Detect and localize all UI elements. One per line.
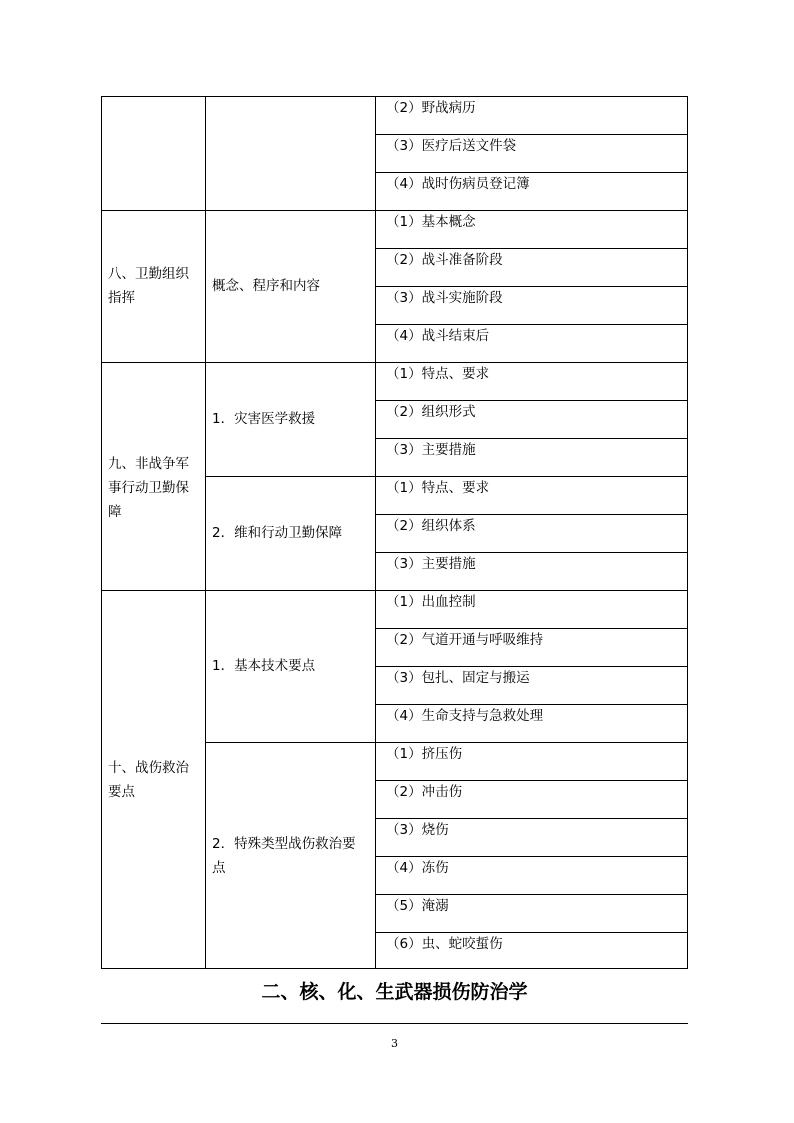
item-cell: （1）出血控制 [386,594,476,610]
item-cell: （1）挤压伤 [386,746,463,762]
item-cell: （6）虫、蛇咬蜇伤 [386,936,503,952]
item-cell: （2）组织体系 [386,518,476,534]
item-cell: （3）战斗实施阶段 [386,290,503,306]
item-cell: （3）包扎、固定与搬运 [386,670,530,686]
item-cell: （3）主要措施 [386,442,476,458]
item-cell: （3）烧伤 [386,822,449,838]
item-cell: （2）战斗准备阶段 [386,252,503,268]
section-cell: 九、非战争军事行动卫勤保障 [108,456,189,520]
topic-cell: 概念、程序和内容 [212,278,320,294]
footer-divider [101,1023,688,1024]
section-cell: 八、卫勤组织指挥 [108,266,189,306]
item-cell: （2）冲击伤 [386,784,463,800]
topic-cell: 2．特殊类型战伤救治要点 [212,836,356,876]
item-cell: （2）气道开通与呼吸维持 [386,632,544,648]
topic-cell: 1．灾害医学救援 [212,411,316,427]
topic-cell: 1．基本技术要点 [212,658,316,674]
item-cell: （4）战斗结束后 [386,328,490,344]
item-cell: （3）医疗后送文件袋 [386,138,517,154]
section-cell: 十、战伤救治要点 [108,760,189,800]
page-number: 3 [391,1037,398,1050]
item-cell: （1）基本概念 [386,214,476,230]
next-section-heading: 二、核、化、生武器损伤防治学 [261,981,528,1003]
item-cell: （4）生命支持与急救处理 [386,708,544,724]
item-cell: （5）淹溺 [386,898,449,914]
item-cell: （4）冻伤 [386,860,449,876]
item-cell: （2）组织形式 [386,404,476,420]
item-cell: （1）特点、要求 [386,480,490,496]
item-cell: （3）主要措施 [386,556,476,572]
item-cell: （4）战时伤病员登记簿 [386,176,530,192]
item-cell: （2）野战病历 [386,100,476,116]
column-divider-2 [375,96,376,969]
column-divider-1 [205,96,206,969]
topic-cell: 2．维和行动卫勤保障 [212,525,343,541]
item-cell: （1）特点、要求 [386,366,490,382]
